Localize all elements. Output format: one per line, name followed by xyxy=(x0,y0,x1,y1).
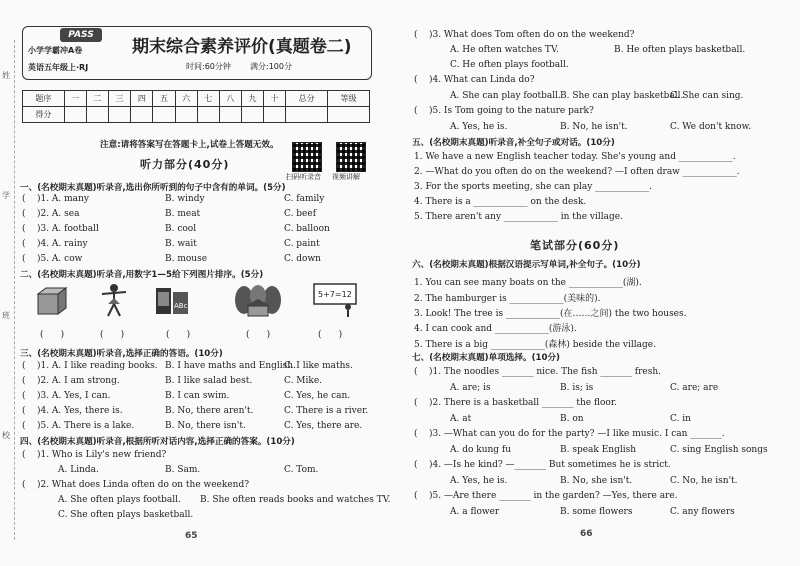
option-c: C. balloon xyxy=(284,224,330,234)
box-picture xyxy=(34,282,70,318)
table-cell: 得分 xyxy=(23,107,65,123)
option-c: C. sing English songs xyxy=(670,445,768,455)
list-item: ( )1. Who is Lily's new friend? xyxy=(22,450,167,460)
option-a: A. Linda. xyxy=(58,465,99,475)
section-2-title: 二、(名校期末真题)听录音,用数字1—5给下列图片排序。(5分) xyxy=(20,270,264,280)
list-item: ( )3. What does Tom often do on the weekend? xyxy=(414,30,635,40)
answer-note: 注意:请将答案写在答题卡上,试卷上答题无效。 xyxy=(100,140,279,150)
option-b: B. meat xyxy=(165,209,201,219)
list-item: ( )4. —Is he kind? —_______ But sometimes he is strict. xyxy=(414,460,671,470)
list-item: 3. Look! The tree is ____________(在……之间) the two houses. xyxy=(414,309,687,319)
option-c: C. She often plays basketball. xyxy=(58,510,194,520)
option-b: B. windy xyxy=(165,194,205,204)
list-item: 5. There aren't any ____________ in the village. xyxy=(414,212,623,222)
list-item: 3. For the sports meeting, she can play ____________. xyxy=(414,182,653,192)
binding-gutter: 姓 学 班 校 xyxy=(0,40,15,540)
answer-paren[interactable]: ( ) xyxy=(318,330,343,340)
qr-code-audio[interactable] xyxy=(292,142,322,172)
list-item: ( )2. A. I am strong. xyxy=(22,376,120,386)
grade-label: 英语五年级上·RJ xyxy=(28,63,89,72)
table-cell: 十 xyxy=(264,91,286,107)
option-b: B. She often reads books and watches TV. xyxy=(200,495,391,505)
list-item: ( )3. —What can you do for the party? —I like music. I can _______. xyxy=(414,429,725,439)
page-title: 期末综合素养评价(真题卷二) xyxy=(132,37,352,57)
option-c: C. Yes, there are. xyxy=(284,421,363,431)
forest-village-picture xyxy=(234,282,282,318)
answer-paren[interactable]: ( ) xyxy=(246,330,271,340)
option-c: C. Mike. xyxy=(284,376,323,386)
list-item: ( )2. What does Linda often do on the weekend? xyxy=(22,480,250,490)
page-number: 66 xyxy=(580,529,593,539)
page-number: 65 xyxy=(185,531,198,541)
section-3-title: 三、(名校期末真题)听录音,选择正确的答语。(10分) xyxy=(20,349,223,359)
section-4-title: 四、(名校期末真题)听录音,根据所听对话内容,选择正确的答案。(10分) xyxy=(20,437,295,447)
abc-label: ABc xyxy=(174,302,188,310)
list-item: ( )4. A. Yes, there is. xyxy=(22,406,123,416)
list-item: ( )5. A. cow xyxy=(22,254,83,264)
table-cell: 七 xyxy=(197,91,219,107)
series-name: 小学学霸冲A卷 xyxy=(28,46,83,55)
option-b: B. speak English xyxy=(560,445,637,455)
list-item: ( )2. There is a basketball _______ the floor. xyxy=(414,398,617,408)
answer-paren[interactable]: ( ) xyxy=(166,330,191,340)
score-table-row xyxy=(23,107,370,123)
section-5-title: 五、(名校期末真题)听录音,补全句子或对话。(10分) xyxy=(412,138,615,148)
list-item: ( )1. A. I like reading books. xyxy=(22,361,158,371)
table-cell: 等级 xyxy=(328,91,370,107)
list-item: ( )4. A. rainy xyxy=(22,239,88,249)
score-label: 满分:100分 xyxy=(250,62,292,71)
option-c: C. beef xyxy=(284,209,317,219)
list-item: 4. There is a ____________ on the desk. xyxy=(414,197,587,207)
list-item: ( )5. —Are there _______ in the garden? —Yes, there are. xyxy=(414,491,678,501)
option-a: A. Yes, he is. xyxy=(450,476,508,486)
option-c: C. paint xyxy=(284,239,320,249)
option-b: B. mouse xyxy=(165,254,208,264)
list-item: ( )1. The noodles _______ nice. The fish _______ fresh. xyxy=(414,367,661,377)
option-b: B. I have maths and English. xyxy=(165,361,296,371)
score-table xyxy=(22,90,370,123)
option-c: C. She can sing. xyxy=(670,91,744,101)
option-b: B. Sam. xyxy=(165,465,201,475)
answer-paren[interactable]: ( ) xyxy=(40,330,65,340)
list-item: ( )1. A. many xyxy=(22,194,89,204)
option-b: B. cool xyxy=(165,224,197,234)
table-cell: 二 xyxy=(86,91,108,107)
option-b: B. I can swim. xyxy=(165,391,230,401)
option-a: A. are; is xyxy=(450,383,491,393)
option-c: C. Tom. xyxy=(284,465,319,475)
blackboard-picture xyxy=(312,282,358,318)
list-item: ( )2. A. sea xyxy=(22,209,80,219)
table-cell: 九 xyxy=(241,91,263,107)
pass-logo: PASS xyxy=(60,28,102,42)
option-c: C. There is a river. xyxy=(284,406,369,416)
option-b: B. on xyxy=(560,414,584,424)
table-cell: 五 xyxy=(153,91,175,107)
score-table-header xyxy=(23,91,370,107)
option-a: A. at xyxy=(450,414,472,424)
option-c: C. Yes, he can. xyxy=(284,391,351,401)
time-label: 时间:60分钟 xyxy=(186,62,231,71)
table-cell: 总分 xyxy=(286,91,328,107)
list-item: 1. We have a new English teacher today. She's young and ____________. xyxy=(414,152,736,162)
list-item: ( )5. A. There is a lake. xyxy=(22,421,135,431)
qr-code-video[interactable] xyxy=(336,142,366,172)
option-c: C. any flowers xyxy=(670,507,735,517)
option-a: A. Yes, he is. xyxy=(450,122,508,132)
option-c: C. family xyxy=(284,194,325,204)
option-a: A. a flower xyxy=(450,507,500,517)
list-item: 1. You can see many boats on the ____________(湖). xyxy=(414,278,642,288)
option-a: A. She often plays football. xyxy=(58,495,181,505)
list-item: ( )5. Is Tom going to the nature park? xyxy=(414,106,594,116)
listening-part-title: 听力部分(40分) xyxy=(140,158,230,171)
table-cell: 三 xyxy=(109,91,131,107)
list-item: ( )4. What can Linda do? xyxy=(414,75,535,85)
option-c: C. in xyxy=(670,414,691,424)
list-item: 2. The hamburger is ____________(美味的). xyxy=(414,294,601,304)
option-c: C. are; are xyxy=(670,383,719,393)
dancer-picture xyxy=(96,282,132,318)
option-b: B. I like salad best. xyxy=(165,376,253,386)
section-7-title: 七、(名校期末真题)单项选择。(10分) xyxy=(412,353,560,363)
option-a: A. do kung fu xyxy=(450,445,512,455)
option-b: B. wait xyxy=(165,239,197,249)
option-c: C. No, he isn't. xyxy=(670,476,738,486)
option-b: B. No, there isn't. xyxy=(165,421,246,431)
option-c: C. down xyxy=(284,254,321,264)
table-cell: 一 xyxy=(64,91,86,107)
list-item: 2. —What do you often do on the weekend? —I often draw ____________. xyxy=(414,167,740,177)
list-item: ( )3. A. football xyxy=(22,224,99,234)
answer-paren[interactable]: ( ) xyxy=(100,330,125,340)
option-b: B. some flowers xyxy=(560,507,633,517)
option-c: C. He often plays football. xyxy=(450,60,569,70)
board-equation: 5+7=12 xyxy=(318,290,352,299)
section-6-title: 六、(名校期末真题)根据汉语提示写单词,补全句子。(10分) xyxy=(412,260,641,270)
option-b: B. No, he isn't. xyxy=(560,122,628,132)
list-item: 4. I can cook and ____________(游泳). xyxy=(414,324,577,334)
list-item: 5. There is a big ____________(森林) beside the village. xyxy=(414,340,656,350)
option-b: B. No, she isn't. xyxy=(560,476,633,486)
option-b: B. is; is xyxy=(560,383,594,393)
list-item: ( )3. A. Yes, I can. xyxy=(22,391,111,401)
qr-caption-audio: 扫码听录音 xyxy=(286,173,321,181)
option-c: C. I like maths. xyxy=(284,361,353,371)
table-cell: 六 xyxy=(175,91,197,107)
books-picture xyxy=(154,282,190,318)
table-cell: 四 xyxy=(131,91,153,107)
section-1-title: 一、(名校期末真题)听录音,选出你所听到的句子中含有的单词。(5分) xyxy=(20,183,286,193)
qr-caption-video: 视频讲解 xyxy=(332,173,360,181)
option-b: B. She can play basketball. xyxy=(560,91,684,101)
option-b: B. No, there aren't. xyxy=(165,406,254,416)
option-c: C. We don't know. xyxy=(670,122,752,132)
option-a: A. He often watches TV. xyxy=(450,45,559,55)
writing-part-title: 笔试部分(60分) xyxy=(530,239,620,252)
option-a: A. She can play football. xyxy=(450,91,561,101)
table-cell: 八 xyxy=(219,91,241,107)
option-b: B. He often plays basketball. xyxy=(614,45,746,55)
right-page xyxy=(400,0,800,566)
table-cell: 题序 xyxy=(23,91,65,107)
